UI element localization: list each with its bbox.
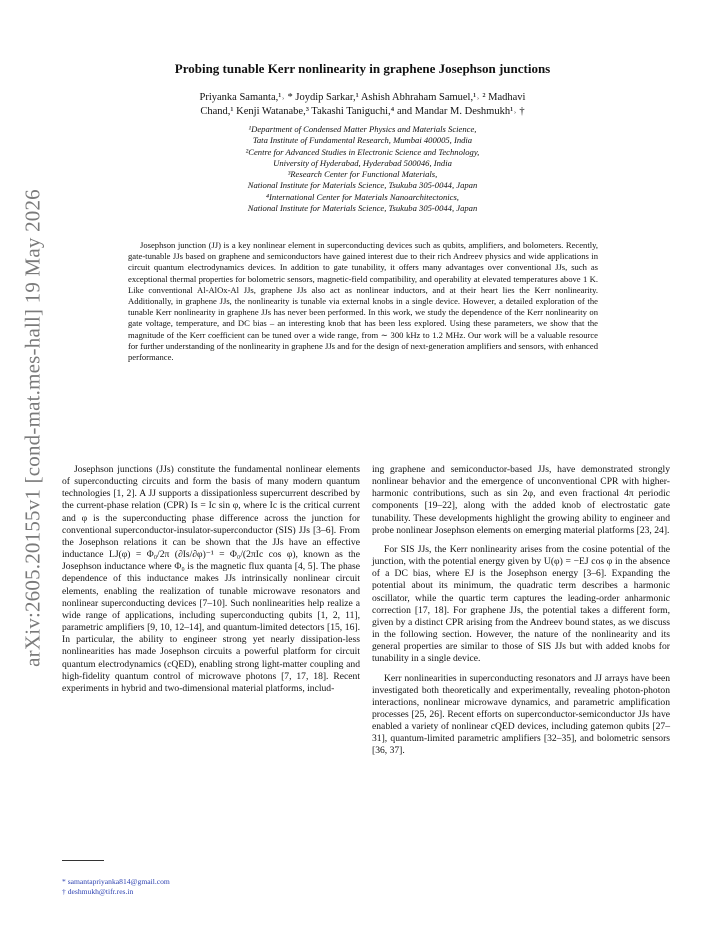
affiliation-line: ⁴International Center for Materials Nanoarchitectonics, bbox=[266, 191, 459, 202]
body-paragraph: For SIS JJs, the Kerr nonlinearity arises from the cosine potential of the junction, with the potential energy given by U(φ) = −EJ cos φ in the absence of a DC bias, where EJ is the Josephson energy [3–6]. Expanding the potential about its minimum, the quadratic term describes a harmonic oscillator, while the quartic term captures the leading-order anharmonic correction [17, 18]. For graphene JJs, the potential takes a different form, given by a distinct CPR arising from the Andreev bound states, as we discuss in the following section. However, the nature of the nonlinearity and its general properties are similar to those of SIS JJs but with added knobs for tunability in a single device. bbox=[372, 543, 670, 665]
authors-line-1: Priyanka Samanta,¹˒ * Joydip Sarkar,¹ Ashish Abhraham Samuel,¹˒ ² Madhavi bbox=[199, 92, 526, 103]
affiliations bbox=[160, 124, 565, 214]
affiliation-line: National Institute for Materials Science, Tsukuba 305-0044, Japan bbox=[247, 203, 478, 214]
affiliation-line: Tata Institute of Fundamental Research, Mumbai 400005, India bbox=[252, 135, 473, 146]
author-list bbox=[140, 91, 585, 119]
email-link-2[interactable]: † deshmukh@tifr.res.in bbox=[62, 887, 134, 897]
arxiv-sidebar-stamp bbox=[20, 189, 46, 667]
footnotes bbox=[62, 877, 362, 898]
affiliation-line: ³Research Center for Functional Materials, bbox=[287, 169, 438, 180]
affiliation-line: ¹Department of Condensed Matter Physics and Materials Science, bbox=[248, 124, 477, 134]
affiliation-line: University of Hyderabad, Hyderabad 500046, India bbox=[273, 157, 452, 168]
right-column bbox=[372, 464, 670, 765]
left-column bbox=[62, 464, 360, 702]
email-link-1[interactable]: * samantapriyanka814@gmail.com bbox=[62, 877, 170, 886]
body-paragraph: Kerr nonlinearities in superconducting resonators and JJ arrays have been investigated both theoretically and experimentally, revealing photon-photon interactions, nonlinear microwave dynamics, and parametric amplification processes [25, 26]. Recent efforts on superconductor-semiconductor JJs have enabled a variety of nonlinear cQED devices, including gatemon qubits [27–31], quantum-limited parametric amplifiers [32–35], and bolometric sensors [36, 37]. bbox=[372, 672, 670, 757]
abstract: Josephson junction (JJ) is a key nonlinear element in superconducting devices such as qubits, amplifiers, and bolometers. Recently, gate-tunable JJs based on graphene and semiconductors have gained interest due to their rich Andreev physics and wide applications in circuit quantum electrodynamics devices. In addition to gate tunability, it offers many advantages over conventional JJs, such as exceptional thermal properties for bolometric sensors, magnetic-field compatibility, and operability at elevated temperatures above 1 K. Like conventional Al-AlOx-Al JJs, graphene JJs also act as nonlinear inductors, and at their heart lies the Kerr nonlinearity. Additionally, in graphene JJs, the nonlinearity is tunable via external knobs in a single device. However, a detailed exploration of the tunable Kerr nonlinearity in graphene JJs has never been performed. In this work, we study the dependence of the Kerr nonlinearity on gate voltage, temperature, and DC bias – an interesting knob that has been less explored. Using these parameters, we show that the magnitude of the Kerr coefficient can be tuned over a wide range, from ∼ 300 kHz to 1.2 MHz. Our work will be a valuable resource for further understanding of the nonlinearity in graphene JJs and for the design of next-generation amplifiers and sensors, with enhanced performance. bbox=[128, 240, 598, 363]
authors-line-2: Chand,¹ Kenji Watanabe,³ Takashi Taniguchi,⁴ and Mandar M. Deshmukh¹˒ † bbox=[200, 106, 525, 117]
footnote-divider bbox=[62, 860, 104, 861]
affiliation-line: ²Centre for Advanced Studies in Electronic Science and Technology, bbox=[245, 146, 480, 157]
paper-title: Probing tunable Kerr nonlinearity in graphene Josephson junctions bbox=[174, 61, 551, 76]
affiliation-line: National Institute for Materials Science, Tsukuba 305-0044, Japan bbox=[247, 180, 478, 191]
body-paragraph: Josephson junctions (JJs) constitute the fundamental nonlinear elements of superconducting circuits and form the basis of many modern quantum technologies [1, 2]. A JJ supports a dissipationless supercurrent described by the current-phase relation (CPR) Is = Ic sin φ, where Ic is the critical current and φ is the superconducting phase difference across the junction for conventional superconductor-insulator-superconductor (SIS) JJs [3–6]. From the Josephson relations it can be shown that the JJs have an effective inductance LJ(φ) = Φ₀/2π (∂Is/∂φ)⁻¹ = Φ₀/(2πIc cos φ), known as the Josephson inductance where Φ₀ is the magnetic flux quanta [4, 5]. The phase dependence of this inductance makes JJs intrinsically nonlinear circuit elements, enabling the realization of tunable microwave resonators and nonlinear superconducting devices [7–10]. Such nonlinearities help realize a wide range of applications, including superconducting qubits [1, 2, 11], parametric amplifiers [9, 10, 12–14], and quantum-limited detectors [15, 16]. In particular, the ability to engineer strong yet nearly dissipation-less nonlinearities has made Josephson circuits a powerful platform for circuit quantum electrodynamics (cQED), enabling strong light-matter coupling and high-fidelity quantum control of microwave photons [7, 17, 18]. Recent experiments in hybrid and two-dimensional material platforms, includ- bbox=[62, 464, 360, 694]
arxiv-id: arXiv:2605.20155v1 [cond-mat.mes-hall] 19 May 2026 bbox=[20, 189, 45, 667]
body-paragraph: ing graphene and semiconductor-based JJs, have demonstrated strongly nonlinear behavior and the emergence of unconventional CPR with higher-harmonic contributions, such as sin 2φ, and even fractional 4π periodic components [19–22], along with the added knob of electrostatic gate tunability. These developments highlight the growing ability to engineer and probe nonlinear Josephson elements on emerging material platforms [23, 24]. bbox=[372, 464, 670, 536]
